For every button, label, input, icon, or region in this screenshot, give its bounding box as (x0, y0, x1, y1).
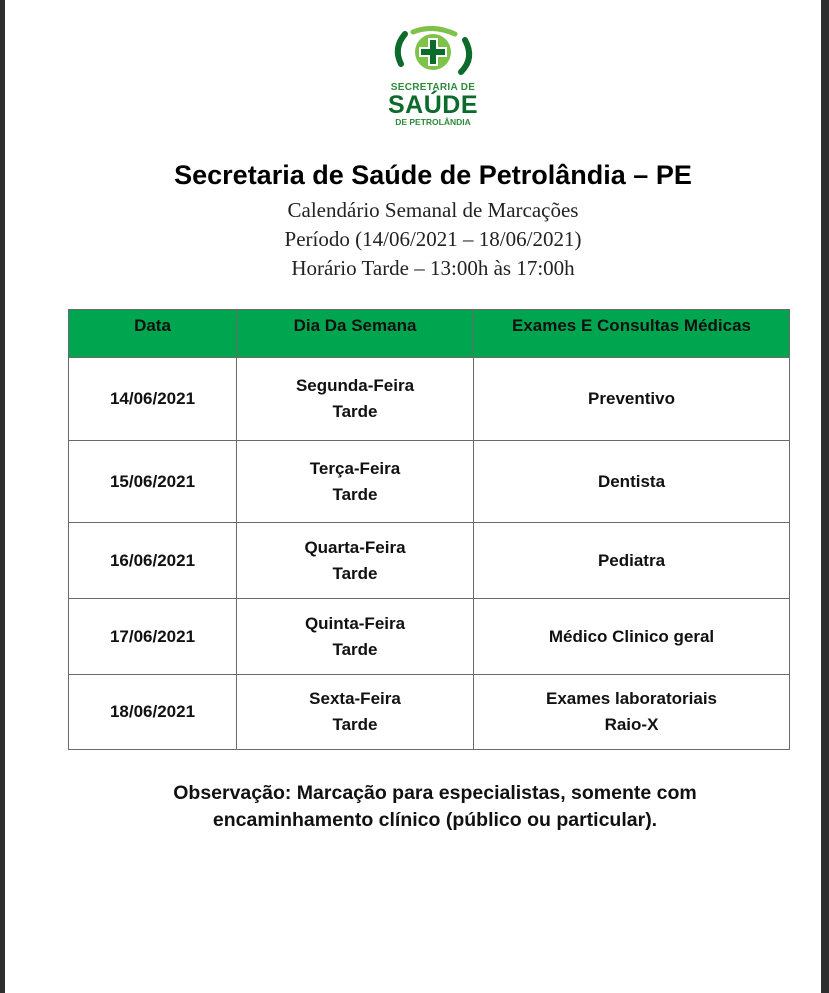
subtitle-calendar: Calendário Semanal de Marcações (287, 198, 579, 222)
observation-line-2: encaminhamento clínico (público ou particular). (212, 809, 658, 831)
weekday-cell (237, 523, 474, 599)
exam-cell (474, 675, 790, 750)
schedule-table (68, 309, 790, 750)
exam-label: Dentista (597, 471, 666, 491)
document-page (5, 0, 821, 993)
weekday-label: Quarta-Feira (304, 537, 406, 557)
table-row (69, 523, 790, 599)
document-title: Secretaria de Saúde de Petrolândia – PE (174, 160, 692, 190)
logo-text-secretaria: SECRETARIA DE (390, 82, 476, 93)
period-label: Tarde (332, 639, 378, 659)
period-label: Tarde (332, 715, 378, 734)
subtitle-schedule-hours: Horário Tarde – 13:00h às 17:00h (291, 256, 575, 280)
observation-line-1: Observação: Marcação para especialistas, somente com (173, 782, 697, 804)
logo-text-petrolandia: DE PETROLÂNDIA (395, 117, 471, 127)
date-cell: 16/06/2021 (69, 523, 237, 599)
weekday-cell (237, 441, 474, 523)
table-row (69, 599, 790, 675)
column-header-date: Data (69, 310, 237, 358)
table-row (69, 675, 790, 750)
exam-cell (474, 358, 790, 441)
table-row (69, 441, 790, 523)
table-header-row (69, 310, 790, 358)
observation-note (105, 780, 765, 834)
weekday-label: Quinta-Feira (304, 613, 406, 633)
period-label: Tarde (332, 563, 378, 583)
weekday-cell (237, 599, 474, 675)
health-secretariat-logo (373, 26, 493, 130)
exam-cell (474, 441, 790, 523)
weekday-label: Segunda-Feira (295, 376, 415, 395)
date-cell: 14/06/2021 (69, 358, 237, 441)
exam-label-secondary: Raio-X (604, 715, 659, 734)
weekday-label: Terça-Feira (309, 458, 401, 478)
subtitle-period: Período (14/06/2021 – 18/06/2021) (284, 227, 582, 251)
date-cell: 17/06/2021 (69, 599, 237, 675)
table-row (69, 358, 790, 441)
logo-text-saude: SAÚDE (387, 91, 478, 119)
exam-cell (474, 523, 790, 599)
column-header-weekday: Dia Da Semana (237, 310, 474, 358)
exam-label: Pediatra (597, 550, 666, 570)
period-label: Tarde (332, 484, 378, 504)
cross-emblem-icon (387, 26, 479, 80)
weekday-cell (237, 358, 474, 441)
exam-cell (474, 599, 790, 675)
weekday-cell (237, 675, 474, 750)
weekday-label: Sexta-Feira (309, 689, 401, 708)
exam-label: Exames laboratoriais (545, 689, 718, 708)
period-label: Tarde (332, 402, 378, 421)
exam-label: Preventivo (588, 389, 675, 408)
date-cell: 15/06/2021 (69, 441, 237, 523)
column-header-exams: Exames E Consultas Médicas (474, 310, 790, 358)
exam-label: Médico Clinico geral (548, 626, 715, 646)
date-cell: 18/06/2021 (69, 675, 237, 750)
